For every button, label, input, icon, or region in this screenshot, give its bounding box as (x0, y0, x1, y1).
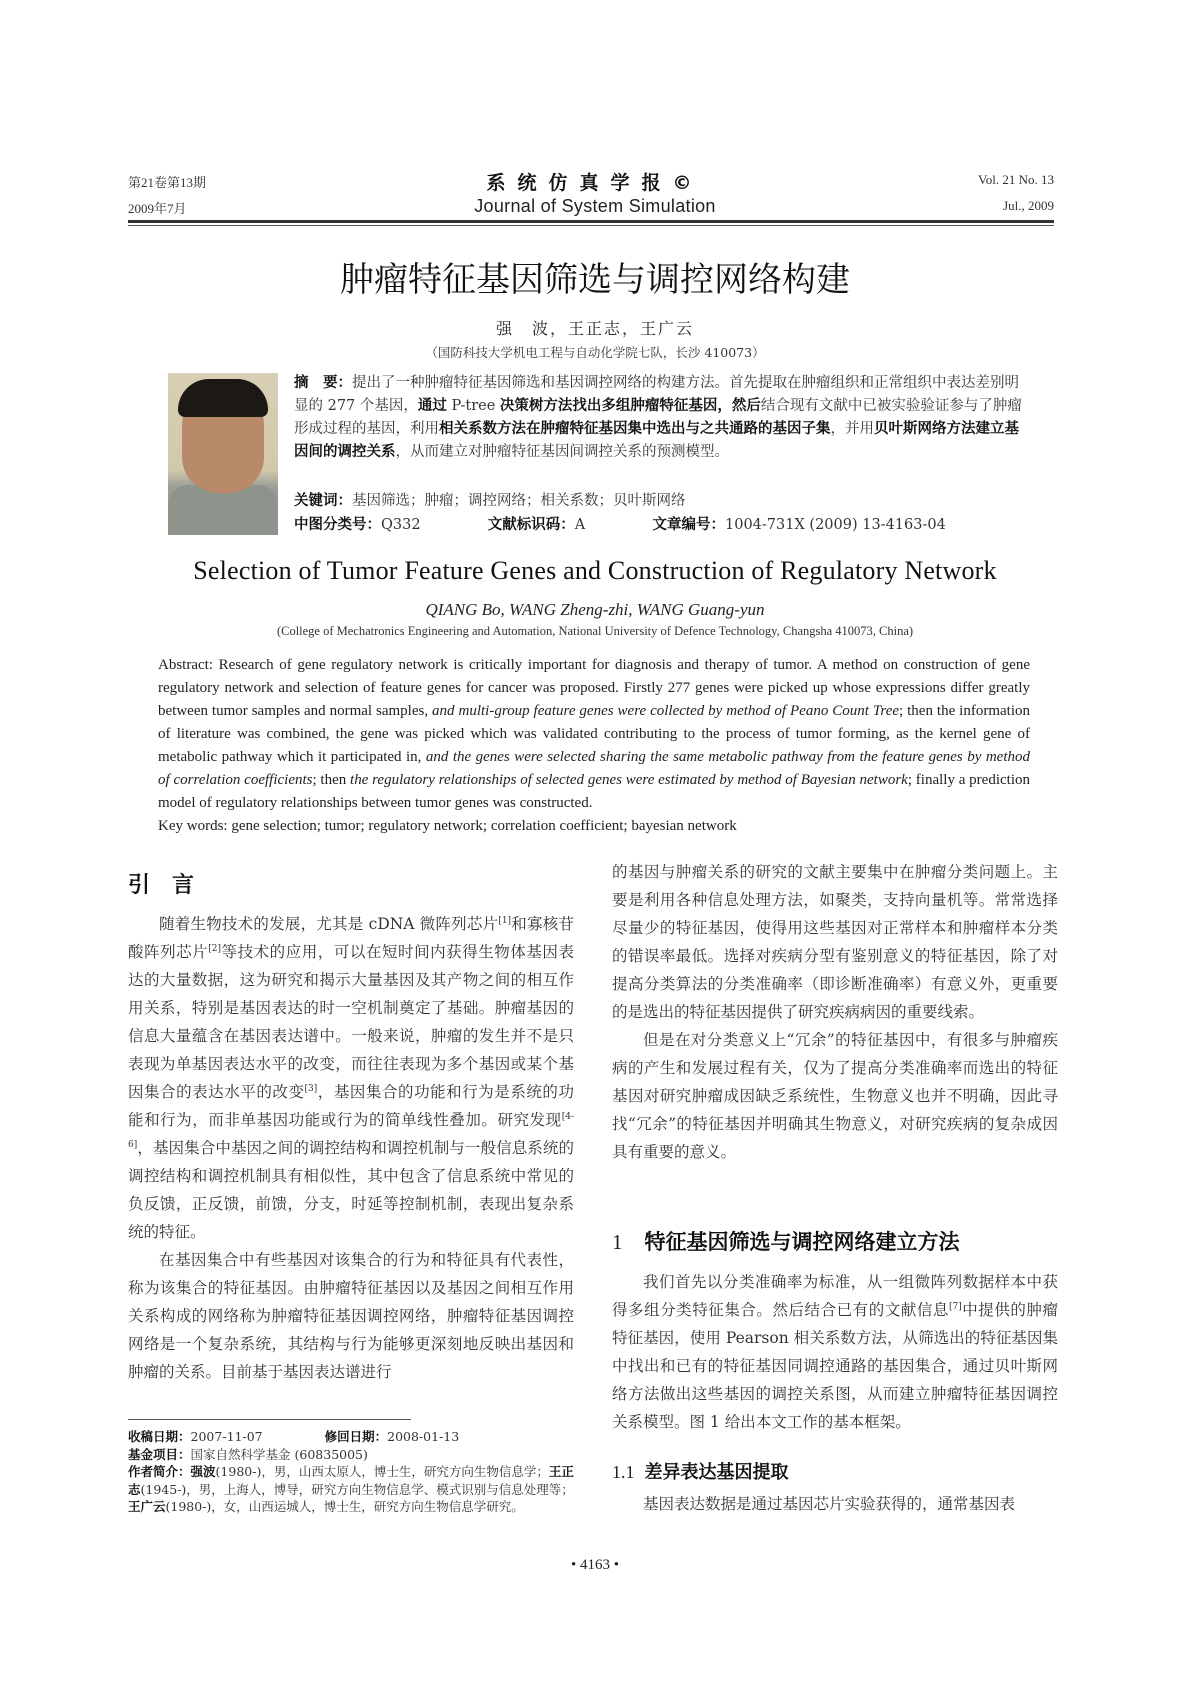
keywords-en-value: gene selection; tumor; regulatory network; correlation coefficient; bayesian network (227, 818, 737, 834)
keywords-cn: 关键词：基因筛选；肿瘤；调控网络；相关系数；贝叶斯网络 (294, 493, 686, 509)
authors-cn: 强 波，王正志，王广云 (495, 319, 694, 338)
classification-line: 中图分类号：Q332 文献标识码：A 文章编号：1004-731X (2009) 13-4163-04 (294, 517, 946, 533)
date-en: Jul., 2009 (1003, 198, 1054, 213)
abstract-cn: 摘 要：提出了一种肿瘤特征基因筛选和基因调控网络的构建方法。首先提取在肿瘤组织和正常组织中表达差别明显的 277 个基因，通过 P-tree 决策树方法找出多组肿瘤特征基因，然后结合现有文献中已被实验验证参与了肿瘤形成过程的基因，利用相关系数方法在肿瘤特征基因集中选出与之共通路的基因子集，并用贝叶斯网络方法建立基因间的调控关系，从而建立对肿瘤特征基因间调控关系的预测模型。 (294, 375, 1022, 460)
affiliation-cn: （国防科技大学机电工程与自动化学院七队，长沙 410073） (425, 345, 765, 360)
citation-1[interactable]: [1] (498, 915, 512, 926)
footnote-fund: 基金项目：国家自然科学基金 (60835005) (128, 1446, 368, 1462)
keywords-cn-value: 基因筛选；肿瘤；调控网络；相关系数；贝叶斯网络 (352, 493, 686, 509)
intro-paragraph-3: 的基因与肿瘤关系的研究的文献主要集中在肿瘤分类问题上。主要是利用各种信息处理方法，如聚类，支持向量机等。常常选择尽量少的特征基因，使得用这些基因对正常样本和肿瘤样本分类的错误率最低。选择对疾病分型有鉴别意义的特征基因，除了对提高分类算法的分类准确率（即诊断准确率）有意义外，更重要的是选出的特征基因提供了研究疾病病因的重要线索。 (612, 863, 1058, 1021)
article-number-value: 1004-731X (2009) 13-4163-04 (725, 517, 946, 533)
section-1-body: 我们首先以分类准确率为标准，从一组微阵列数据样本中获得多组分类特征集合。然后结合已有的文献信息[7]中提供的肿瘤特征基因，使用 Pearson 相关系数方法，从筛选出的特征基因集中找出和已有的特征基因同调控通路的基因集合，通过贝叶斯网络方法做出这些基因的调控关系图，从而建立肿瘤特征基因调控关系模型。图 1 给出本文工作的基本框架。 (612, 1273, 1058, 1431)
intro-body-right (612, 858, 1058, 1166)
abstract-en-label: Abstract: (158, 657, 213, 673)
keywords-cn-label: 关键词 (294, 493, 338, 509)
author-photo (168, 373, 278, 535)
journal-title-cn: 系统仿真学报© (486, 172, 704, 194)
section-1-1-body: 基因表达数据是通过基因芯片实验获得的，通常基因表 (643, 1495, 1016, 1513)
journal-title-en: Journal of System Simulation (474, 196, 716, 216)
keywords-en (158, 815, 1030, 838)
abstract-cn-label: 摘 要 (294, 375, 338, 391)
date-cn: 2009年7月 (128, 201, 187, 216)
intro-body-left (128, 910, 574, 1386)
photo-hair (178, 379, 268, 417)
clc-value: Q332 (381, 517, 421, 533)
header-rule-thin (128, 225, 1054, 226)
page-number: • 4163 • (570, 1557, 619, 1573)
paper-title-en: Selection of Tumor Feature Genes and Construction of Regulatory Network (193, 556, 997, 585)
footnote-rule (128, 1419, 411, 1420)
citation-7[interactable]: [7] (948, 1301, 962, 1312)
intro-heading: 引 言 (128, 873, 195, 898)
keywords-en-label: Key words: (158, 818, 228, 834)
citation-3[interactable]: [3] (304, 1083, 318, 1094)
section-1-heading: 1 特征基因筛选与调控网络建立方法 (612, 1230, 960, 1254)
authors-en: QIANG Bo, WANG Zheng-zhi, WANG Guang-yun (425, 600, 765, 619)
citation-4-6[interactable]: [4-6] (128, 1111, 574, 1150)
citation-2[interactable]: [2] (208, 943, 221, 954)
footnote-bio: 作者简介：强波(1980-)，男，山西太原人，博士生，研究方向生物信息学；王正志(1945-)，男，上海人，博导，研究方向生物信息学、模式识别与信息处理等；王广云(1980-)，女，山西运城人，博士生，研究方向生物信息学研究。 (128, 1464, 574, 1514)
volume-en: Vol. 21 No. 13 (978, 172, 1054, 187)
paper-title-cn: 肿瘤特征基因筛选与调控网络构建 (340, 260, 850, 300)
affiliation-en: (College of Mechatronics Engineering and Automation, National University of Defence Technology, Changsha 410073, China) (276, 624, 914, 638)
doc-code-value: A (574, 517, 586, 533)
issue-cn: 第21卷第13期 (128, 175, 207, 190)
abstract-en: Abstract: Research of gene regulatory network is critically important for diagnosis and therapy of tumor. A method on construction of gene regulatory network and selection of feature genes for cancer was proposed. Firstly 277 genes were picked up whose expressions differ greatly between tumor samples and normal samples, and multi-group feature genes were collected by method of Peano Count Tree; then the information of literature was combined, the gene was picked which was validated contributing to the process of tumor forming, as the kernel gene of metabolic pathway which it participated in, and the genes were selected sharing the same metabolic pathway from the feature genes by method of correlation coefficients; then the regulatory relationships of selected genes were estimated by method of Bayesian network; finally a prediction model of regulatory relationships between tumor genes was constructed. Key words: gene selection; tumor; regulatory network; correlation coefficient; bayesian network (158, 654, 1030, 838)
header-rule-thick (128, 220, 1054, 223)
footnote-dates: 收稿日期：2007-11-07 修回日期：2008-01-13 (128, 1429, 460, 1444)
footnote (128, 1428, 580, 1516)
intro-paragraph-4: 但是在对分类意义上“冗余”的特征基因中，有很多与肿瘤疾病的产生和发展过程有关，仅为了提高分类准确率而选出的特征基因对研究肿瘤成因缺乏系统性，生物意义也并不明确，因此寻找“冗余”的特征基因并明确其生物意义，对研究疾病的复杂成因具有重要的意义。 (612, 1031, 1058, 1161)
intro-paragraph-2: 在基因集合中有些基因对该集合的行为和特征具有代表性，称为该集合的特征基因。由肿瘤特征基因以及基因之间相互作用关系构成的网络称为肿瘤特征基因调控网络，肿瘤特征基因调控网络是一个复杂系统，其结构与行为能够更深刻地反映出基因和肿瘤的关系。目前基于基因表达谱进行 (128, 1251, 574, 1381)
intro-paragraph-1: 随着生物技术的发展，尤其是 cDNA 微阵列芯片[1]和寡核苷酸阵列芯片[2]等技术的应用，可以在短时间内获得生物体基因表达的大量数据，这为研究和揭示大量基因及其产物之间的相互作用关系，特别是基因表达的时一空机制奠定了基础。肿瘤基因的信息大量蕴含在基因表达谱中。一般来说，肿瘤的发生并不是只表现为单基因表达水平的改变，而往往表现为多个基因或某个基因集合的表达水平的改变[3]，基因集合的功能和行为是系统的功能和行为，而非单基因功能或行为的简单线性叠加。研究发现[4-6]，基因集合中基因之间的调控结构和调控机制与一般信息系统的调控结构和调控机制具有相似性，其中包含了信息系统中常见的负反馈，正反馈，前馈，分支，时延等控制机制，表现出复杂系统的特征。 (128, 915, 574, 1241)
section-1-1-heading: 1.1 差异表达基因提取 (612, 1462, 789, 1483)
